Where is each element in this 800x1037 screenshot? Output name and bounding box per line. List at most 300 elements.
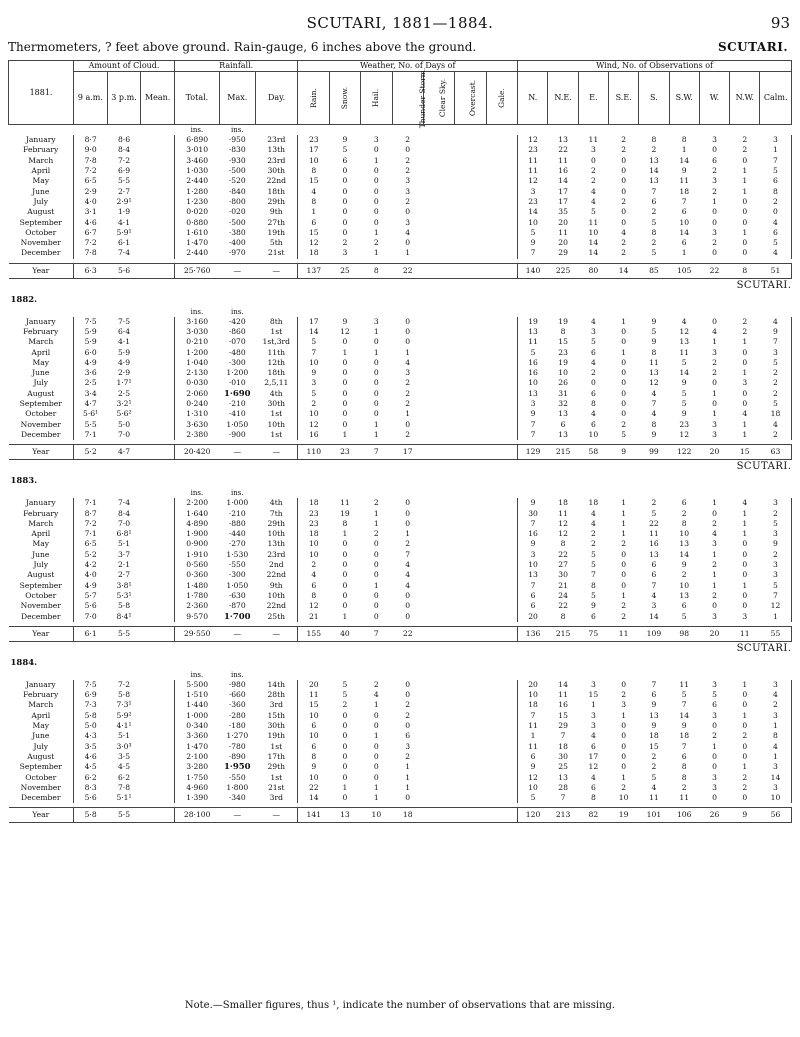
table-cell <box>486 731 517 741</box>
table-cell: 9 <box>651 721 657 731</box>
month-label: March <box>28 700 54 710</box>
month-label: August <box>27 570 55 580</box>
table-cell: 1·440 <box>174 700 219 710</box>
table-cell: 4 <box>760 217 792 227</box>
table-cell: 0·340 <box>174 721 219 731</box>
table-cell: 1·470 <box>174 238 219 248</box>
table-cell <box>486 145 517 155</box>
table-row <box>9 591 792 601</box>
table-cell: ·520 <box>228 176 246 186</box>
table-cell: 3·8¹ <box>116 580 132 590</box>
table-cell <box>141 317 175 327</box>
table-cell: 11 <box>679 679 690 689</box>
month-label: October <box>25 590 57 600</box>
table-cell: 9 <box>518 409 548 419</box>
units-row <box>9 307 792 317</box>
table-cell: 0 <box>373 611 379 621</box>
table-row <box>9 135 792 145</box>
table-cell <box>141 508 175 518</box>
table-cell: 3 <box>405 176 411 186</box>
table-cell: 3 <box>590 679 596 689</box>
total-cell: 25 <box>329 263 360 278</box>
table-row <box>9 762 792 772</box>
table-cell <box>141 560 175 570</box>
table-row <box>9 680 792 690</box>
table-cell: 22 <box>649 518 659 528</box>
table-cell: 9 <box>760 539 792 549</box>
table-cell: 9 <box>590 601 596 611</box>
table-cell: 6·9 <box>74 690 108 700</box>
table-cell: 3·460 <box>174 156 219 166</box>
table-cell <box>455 409 486 419</box>
month-label: February <box>23 145 59 155</box>
units-cell <box>298 125 329 136</box>
month-label: August <box>27 207 55 217</box>
table-cell: 0 <box>373 409 379 419</box>
table-cell: 0 <box>342 549 348 559</box>
table-cell: 10 <box>298 409 329 419</box>
table-cell <box>455 248 486 258</box>
table-cell: 2,5,11 <box>264 378 289 388</box>
total-cell <box>423 808 454 823</box>
table-cell: 35 <box>558 207 568 217</box>
column-header: Max. <box>219 72 255 125</box>
table-cell: 16 <box>518 358 548 368</box>
table-cell: 30th <box>267 721 286 731</box>
table-cell: 0 <box>742 570 748 580</box>
table-cell: 20 <box>518 611 548 621</box>
total-cell <box>455 445 486 460</box>
table-cell: 2 <box>742 145 748 155</box>
table-cell: 15 <box>298 176 329 186</box>
table-cell <box>141 762 175 772</box>
table-cell: 1 <box>298 207 329 217</box>
table-cell: 0 <box>742 399 748 409</box>
units-cell <box>639 488 669 498</box>
table-cell: ·970 <box>228 248 246 258</box>
table-cell: 0 <box>621 741 627 751</box>
table-cell: 0 <box>342 196 348 206</box>
units-label: ins. <box>230 489 244 498</box>
table-cell: 10 <box>518 560 548 570</box>
table-cell: 25th <box>267 611 286 621</box>
table-cell: 2 <box>712 166 717 176</box>
month-label: May <box>32 357 50 367</box>
table-cell: 8 <box>651 347 657 357</box>
table-cell: 0 <box>405 419 411 429</box>
table-row <box>9 145 792 155</box>
table-cell <box>423 228 454 238</box>
table-cell: 21 <box>298 611 329 621</box>
table-cell <box>455 337 486 347</box>
table-cell: 1 <box>405 782 411 792</box>
table-cell: 2 <box>760 508 792 518</box>
table-cell: 3 <box>760 680 792 690</box>
table-cell: 4 <box>651 590 657 600</box>
page-number: 93 <box>770 14 790 32</box>
total-cell: 51 <box>760 263 792 278</box>
table-cell: 3 <box>405 217 411 227</box>
units-cell <box>298 307 329 317</box>
units-cell <box>74 307 108 317</box>
table-cell: 9 <box>651 700 657 710</box>
table-cell: 0 <box>373 196 379 206</box>
table-cell: 1 <box>712 580 717 590</box>
table-cell: 8 <box>298 197 329 207</box>
table-cell: 29th <box>267 762 286 772</box>
table-cell: 1 <box>373 700 379 710</box>
units-cell <box>639 670 669 680</box>
table-row <box>9 156 792 166</box>
table-cell <box>423 560 454 570</box>
table-cell: 18 <box>518 700 548 710</box>
units-label: ins. <box>190 670 204 679</box>
table-cell: 11 <box>649 793 659 803</box>
table-cell: 1st <box>270 429 283 439</box>
table-cell: 2 <box>742 772 748 782</box>
total-cell: 122 <box>669 445 699 460</box>
total-cell: 75 <box>578 626 608 641</box>
table-cell: 4 <box>742 498 748 508</box>
table-cell: 22nd <box>266 570 286 580</box>
table-cell: 29 <box>558 248 568 258</box>
table-cell: 0 <box>342 337 348 347</box>
table-cell: 5 <box>651 508 657 518</box>
table-cell <box>486 176 517 186</box>
table-cell: 4·890 <box>174 519 219 529</box>
table-cell: 0 <box>373 207 379 217</box>
table-cell <box>141 539 175 549</box>
table-cell <box>486 197 517 207</box>
table-cell: 3·5 <box>117 751 131 761</box>
total-cell: 20 <box>699 445 729 460</box>
table-cell: 1st <box>270 409 283 419</box>
table-cell: 0 <box>373 560 379 570</box>
table-cell: 0 <box>712 207 717 217</box>
table-cell: 8 <box>681 518 687 528</box>
table-cell: 0 <box>342 186 348 196</box>
table-cell <box>486 238 517 248</box>
table-cell: 6·1 <box>117 238 131 248</box>
table-cell: 0 <box>712 145 717 155</box>
table-cell: 8 <box>298 752 329 762</box>
table-cell: 0 <box>621 166 627 176</box>
table-cell: 6 <box>681 238 687 248</box>
total-cell: 15 <box>730 445 760 460</box>
table-cell: 1 <box>712 498 717 508</box>
table-cell: 1·390 <box>174 793 219 803</box>
table-cell: 9 <box>681 560 687 570</box>
table-cell: 19 <box>558 316 568 326</box>
table-cell: 7·2 <box>117 679 131 689</box>
table-cell: 15 <box>298 228 329 238</box>
table-row <box>9 217 792 227</box>
table-cell: 0 <box>405 327 411 336</box>
table-cell <box>455 601 486 611</box>
units-cell <box>518 125 548 136</box>
column-header-label: Snow. <box>339 86 349 110</box>
table-cell: 13 <box>649 710 659 720</box>
table-cell: 4·5 <box>117 762 131 772</box>
weather-group-header: Weather, No. of Days of <box>298 61 518 72</box>
month-label: November <box>20 419 61 429</box>
table-cell <box>423 186 454 196</box>
table-cell: 16 <box>518 368 548 378</box>
table-cell <box>455 508 486 518</box>
table-cell: 9 <box>681 166 687 176</box>
table-cell <box>423 793 454 803</box>
table-cell: 0 <box>342 580 348 590</box>
total-cell: 6·3 <box>74 263 108 278</box>
table-cell <box>455 389 486 399</box>
table-cell: 7 <box>590 570 596 580</box>
table-cell: 17 <box>588 751 599 761</box>
table-cell: 3 <box>651 601 657 611</box>
table-cell <box>455 430 486 440</box>
table-cell: 14 <box>518 207 548 217</box>
table-cell: 1 <box>342 429 348 439</box>
table-cell: 11 <box>649 357 659 367</box>
table-cell: 12 <box>679 429 690 439</box>
table-cell: 9 <box>298 368 329 378</box>
table-cell: 4·5 <box>74 762 108 772</box>
table-cell: 5·9² <box>116 710 132 720</box>
table-cell <box>141 358 175 368</box>
table-cell <box>486 399 517 409</box>
table-cell: 2 <box>712 731 717 741</box>
year-total-label: Year <box>9 445 74 460</box>
table-cell: 1 <box>373 429 379 439</box>
table-cell: 1 <box>621 508 627 518</box>
table-cell: 5 <box>681 357 687 367</box>
table-row <box>9 430 792 440</box>
total-cell: 11 <box>730 626 760 641</box>
table-cell: 0 <box>342 166 348 176</box>
table-cell: 5·6² <box>116 409 132 419</box>
month-label: November <box>20 782 61 792</box>
table-cell: 2·5 <box>117 388 131 398</box>
table-cell: 32 <box>558 399 568 409</box>
table-cell <box>486 347 517 357</box>
table-cell: 16 <box>518 529 548 539</box>
table-cell <box>455 317 486 327</box>
table-cell: 1 <box>712 196 717 206</box>
table-cell: 30th <box>267 166 286 176</box>
table-cell: 8 <box>560 539 566 549</box>
table-cell: 6 <box>298 721 329 731</box>
table-cell: 3 <box>342 248 348 258</box>
table-row <box>9 519 792 529</box>
units-cell <box>455 488 486 498</box>
table-cell: 3 <box>712 782 717 792</box>
table-cell: 1 <box>712 741 717 751</box>
table-cell: 4th <box>269 498 283 508</box>
units-cell <box>699 488 729 498</box>
table-cell: 2 <box>621 611 627 621</box>
table-cell: 25 <box>558 762 568 772</box>
table-cell: 1 <box>405 347 411 357</box>
table-cell: 0 <box>373 710 379 720</box>
table-cell: 5 <box>760 238 792 248</box>
table-cell: 2 <box>651 238 657 248</box>
table-cell <box>141 238 175 248</box>
table-cell: 2 <box>373 238 379 248</box>
table-cell: 28th <box>267 690 286 700</box>
table-cell <box>486 358 517 368</box>
table-cell: 4·1 <box>117 217 131 227</box>
table-cell: 1 <box>712 549 717 559</box>
table-cell <box>455 529 486 539</box>
table-cell <box>423 752 454 762</box>
total-cell: 213 <box>548 808 578 823</box>
table-cell: 2 <box>681 508 687 518</box>
table-cell <box>486 409 517 419</box>
table-cell: 12 <box>760 601 792 611</box>
table-cell: 7·8 <box>117 782 131 792</box>
table-cell: 23 <box>518 197 548 207</box>
table-cell: 11 <box>518 166 548 176</box>
column-header <box>298 72 329 125</box>
table-cell: ·340 <box>228 793 246 803</box>
table-cell: 3 <box>760 347 792 357</box>
table-cell <box>455 519 486 529</box>
month-label: May <box>32 539 50 549</box>
table-cell: 5 <box>760 581 792 591</box>
column-header <box>392 67 427 129</box>
table-cell: 13 <box>649 176 659 186</box>
table-cell: 15 <box>558 337 568 347</box>
table-cell: 0 <box>712 378 717 388</box>
month-label: September <box>19 580 62 590</box>
table-cell <box>423 570 454 580</box>
table-cell: 8·4¹ <box>116 611 132 621</box>
table-cell: 11 <box>518 741 548 751</box>
table-cell <box>455 762 486 772</box>
table-cell: 10 <box>298 539 329 549</box>
table-cell: 2 <box>621 539 627 549</box>
table-cell: 22 <box>558 145 568 155</box>
table-cell: 6 <box>590 741 596 751</box>
table-cell <box>141 327 175 337</box>
table-cell: ·400 <box>228 238 246 248</box>
table-cell <box>486 368 517 378</box>
table-cell: 11 <box>588 135 599 145</box>
month-label: April <box>31 529 51 539</box>
table-cell: 6 <box>712 155 717 165</box>
table-cell: 8·7 <box>74 135 108 145</box>
table-cell: 0 <box>621 217 627 227</box>
total-cell: 11 <box>609 626 639 641</box>
table-cell: 0 <box>342 176 348 186</box>
table-cell: 2 <box>405 399 411 409</box>
table-cell: 2 <box>298 399 329 409</box>
total-cell: 5·5 <box>107 808 141 823</box>
table-cell: 6 <box>681 207 687 217</box>
table-cell: 16 <box>558 700 568 710</box>
month-label: October <box>25 772 57 782</box>
units-cell <box>760 488 792 498</box>
table-cell <box>486 207 517 217</box>
column-header: W. <box>699 72 729 125</box>
table-cell: 1 <box>373 518 379 528</box>
units-cell <box>455 670 486 680</box>
table-cell: 4 <box>405 580 411 590</box>
table-cell: 10 <box>298 358 329 368</box>
table-cell: 11 <box>518 721 548 731</box>
table-cell: 3·280 <box>174 762 219 772</box>
table-cell: 2 <box>405 700 411 710</box>
table-cell: 6 <box>712 700 717 710</box>
table-cell: ·900 <box>228 429 246 439</box>
table-cell: 0 <box>742 388 748 398</box>
table-cell: 9th <box>269 207 283 217</box>
station-label-row <box>9 641 792 656</box>
table-cell: 1·910 <box>174 550 219 560</box>
table-cell: 4·3 <box>74 731 108 741</box>
cloud-group-header: Amount of Cloud. <box>74 61 175 72</box>
table-cell: 5 <box>298 389 329 399</box>
units-cell <box>486 488 517 498</box>
table-cell: ·210 <box>228 508 246 518</box>
table-cell: 1 <box>373 793 379 803</box>
table-cell: 1·270 <box>226 731 249 741</box>
table-cell: 0 <box>742 560 748 570</box>
total-cell: 13 <box>329 808 360 823</box>
table-cell: 2·440 <box>174 176 219 186</box>
table-cell: 6 <box>298 741 329 751</box>
table-cell <box>486 539 517 549</box>
table-cell <box>486 711 517 721</box>
month-label: March <box>28 155 54 165</box>
table-cell: 10 <box>558 368 568 378</box>
table-cell: 13 <box>649 155 659 165</box>
table-cell: 8 <box>681 762 687 772</box>
table-cell: 3 <box>760 498 792 508</box>
month-label: January <box>25 498 56 508</box>
table-cell: 13 <box>518 570 548 580</box>
table-cell: 2 <box>712 186 717 196</box>
units-cell <box>578 670 608 680</box>
table-cell <box>423 741 454 751</box>
table-cell: 1 <box>760 721 792 731</box>
table-cell: 3 <box>760 570 792 580</box>
total-cell: 17 <box>392 445 423 460</box>
table-cell: 3 <box>518 186 548 196</box>
table-cell: 16 <box>649 539 659 549</box>
table-cell: 2·100 <box>174 752 219 762</box>
table-cell: 4 <box>651 782 657 792</box>
table-cell: 2 <box>712 368 717 378</box>
column-header: Total. <box>174 72 219 125</box>
table-cell <box>423 519 454 529</box>
table-row <box>9 601 792 611</box>
table-cell: 0 <box>405 508 411 518</box>
year-header: 1881. <box>9 61 74 125</box>
units-cell <box>9 125 74 136</box>
table-cell: 1 <box>373 419 379 429</box>
table-body <box>9 125 792 823</box>
table-cell: 5·500 <box>174 680 219 690</box>
table-cell: 2 <box>760 550 792 560</box>
table-cell: 8 <box>590 580 596 590</box>
table-cell: 2·200 <box>174 498 219 508</box>
table-cell: 9·0 <box>74 145 108 155</box>
table-cell: 4 <box>405 357 411 367</box>
units-label: ins. <box>230 307 244 316</box>
total-cell: 105 <box>669 263 699 278</box>
table-cell: 3 <box>760 762 792 772</box>
table-cell: 1·050 <box>226 580 249 590</box>
